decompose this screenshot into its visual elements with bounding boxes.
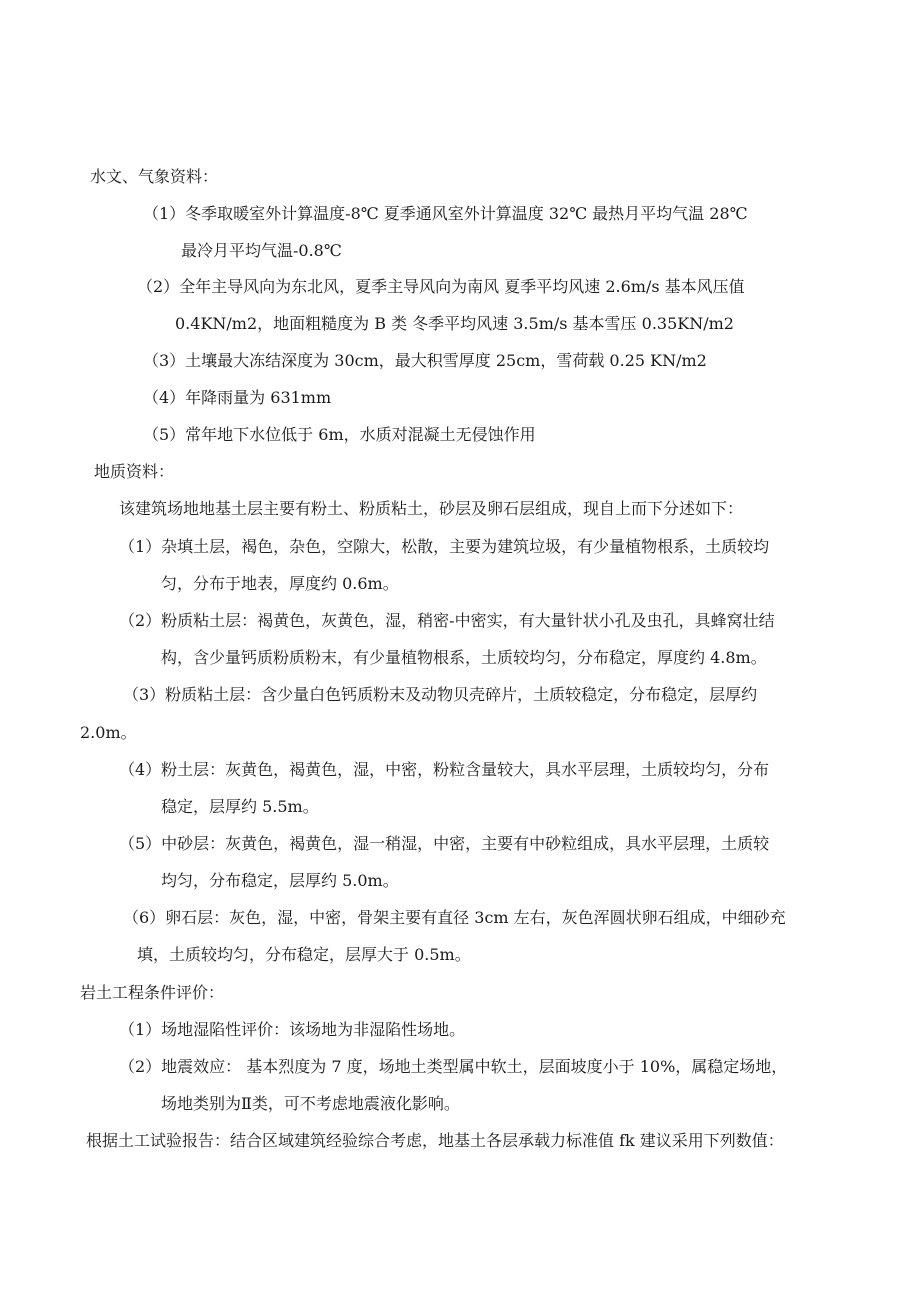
geo-item-1-line-1: （1）杂填土层，褐色，杂色，空隙大，松散，主要为建筑垃圾，有少量植物根系，土质较均 xyxy=(119,537,770,556)
geo-item-6-line-2: 填，土质较均匀，分布稳定，层厚大于 0.5m。 xyxy=(137,945,471,964)
hydro-item-4: （4）年降雨量为 631mm xyxy=(143,388,332,407)
eval-item-2-line-2: 场地类别为Ⅱ类，可不考虑地震液化影响。 xyxy=(161,1094,460,1113)
geo-item-4-line-2: 稳定，层厚约 5.5m。 xyxy=(161,797,319,816)
footer-paragraph: 根据土工试验报告：结合区域建筑经验综合考虑，地基土各层承载力标准值 fk 建议采用下列数值： xyxy=(86,1131,784,1150)
geo-item-1-line-2: 匀，分布于地表，厚度约 0.6m。 xyxy=(161,574,399,593)
eval-heading: 岩土工程条件评价： xyxy=(80,983,225,1002)
geo-item-2-line-2: 构，含少量钙质粉质粉末，有少量植物根系，土质较均匀，分布稳定，厚度约 4.8m。 xyxy=(161,648,767,667)
hydro-item-1-line-2: 最冷月平均气温-0.8℃ xyxy=(181,241,342,260)
eval-item-2-line-1: （2）地震效应： 基本烈度为 7 度，场地土类型属中软土，层面坡度小于 10%，属稳定场地， xyxy=(119,1057,788,1076)
geo-item-5-line-2: 均匀，分布稳定，层厚约 5.0m。 xyxy=(161,871,399,890)
hydro-item-3: （3）土壤最大冻结深度为 30cm，最大积雪厚度 25cm，雪荷载 0.25 KN/m2 xyxy=(143,351,707,370)
geo-item-2-line-1: （2）粉质粘土层：褐黄色，灰黄色，湿，稍密-中密实，有大量针状小孔及虫孔，具蜂窝壮结 xyxy=(119,611,775,630)
hydro-item-2-line-1: （2）全年主导风向为东北风，夏季主导风向为南风 夏季平均风速 2.6m/s 基本风压值 xyxy=(137,277,745,296)
geo-item-6-line-1: （6）卵石层：灰色，湿，中密，骨架主要有直径 3cm 左右，灰色浑圆状卵石组成，中细砂充 xyxy=(123,908,786,927)
hydro-item-2-line-2: 0.4KN/m2，地面粗糙度为 B 类 冬季平均风速 3.5m/s 基本雪压 0.35KN/m2 xyxy=(175,314,734,333)
geo-item-4-line-1: （4）粉土层：灰黄色，褐黄色，湿，中密，粉粒含量较大，具水平层理，土质较均匀，分布 xyxy=(119,760,770,779)
geo-heading: 地质资料： xyxy=(94,462,175,481)
geo-item-3-line-1: （3）粉质粘土层：含少量白色钙质粉末及动物贝壳碎片，土质较稳定，分布稳定，层厚约 xyxy=(123,685,758,704)
hydro-item-5: （5）常年地下水位低于 6m，水质对混凝土无侵蚀作用 xyxy=(143,425,536,444)
hydro-item-1-line-1: （1）冬季取暖室外计算温度-8℃ 夏季通风室外计算温度 32℃ 最热月平均气温 28℃ xyxy=(143,204,748,223)
hydro-heading: 水文、气象资料： xyxy=(90,167,219,186)
eval-item-1: （1）场地湿陷性评价：该场地为非湿陷性场地。 xyxy=(119,1020,466,1039)
geo-intro: 该建筑场地地基土层主要有粉土、粉质粘土，砂层及卵石层组成，现自上而下分述如下： xyxy=(119,499,744,518)
geo-item-3-line-2: 2.0m。 xyxy=(80,723,137,742)
geo-item-5-line-1: （5）中砂层：灰黄色，褐黄色，湿一稍湿，中密，主要有中砂粒组成，具水平层理，土质较 xyxy=(119,834,770,853)
